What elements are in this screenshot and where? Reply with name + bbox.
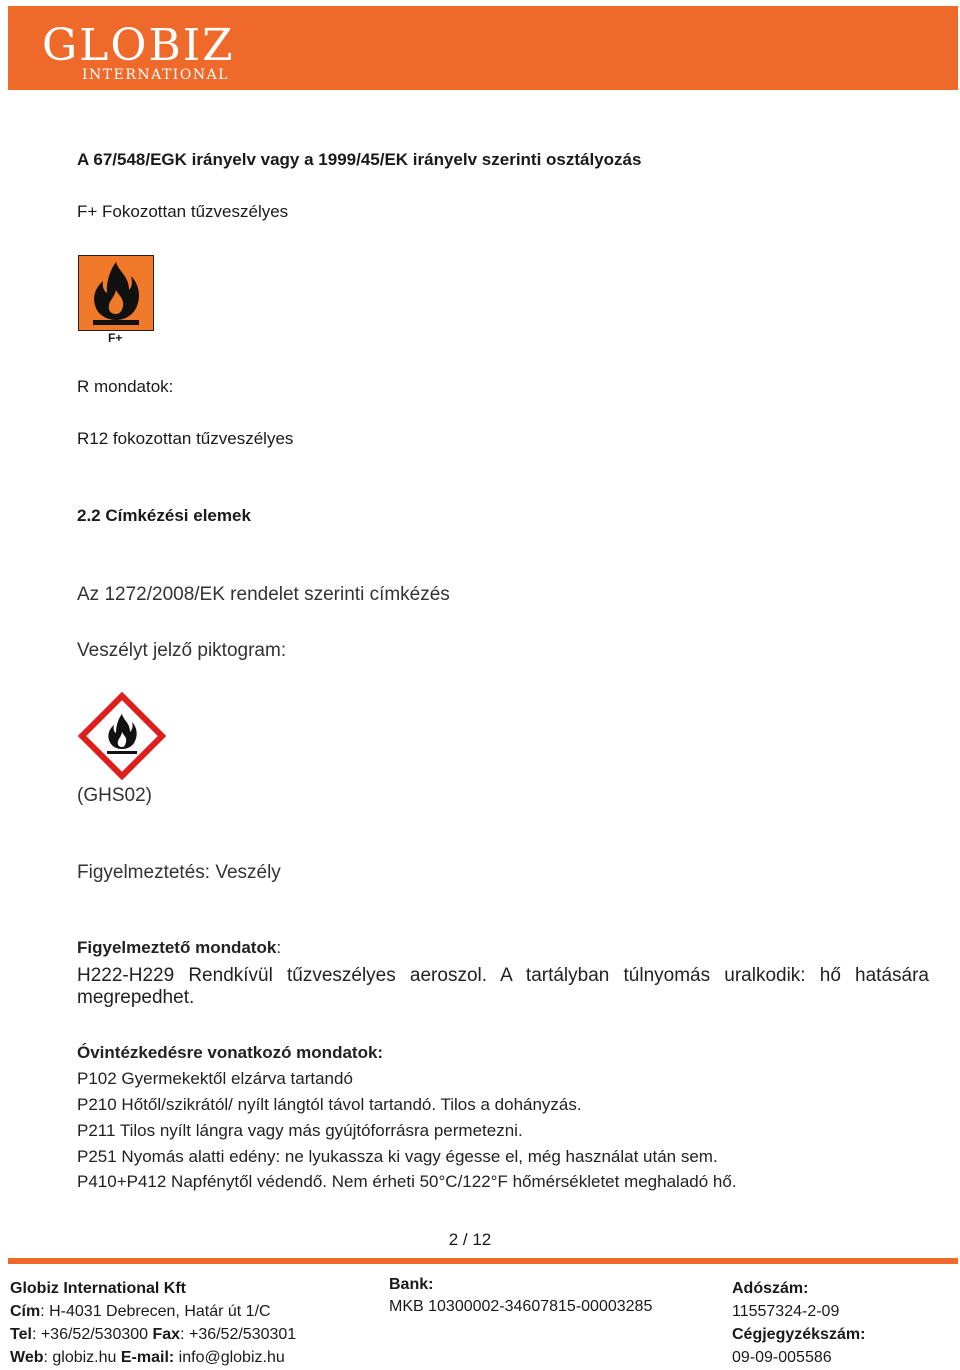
r-phrase: R12 fokozottan tűzveszélyes xyxy=(77,429,294,448)
pictogram-code: (GHS02) xyxy=(77,785,152,806)
page-number: 2 / 12 xyxy=(448,1230,492,1249)
precaution-item: P251 Nyomás alatti edény: ne lyukassza ki vagy égesse el, még használat után sem. xyxy=(77,1147,718,1166)
precaution-item: P211 Tilos nyílt lángra vagy más gyújtóforrásra permetezni. xyxy=(77,1121,523,1140)
ghs-flame-icon xyxy=(78,692,166,780)
r-phrases-heading: R mondatok: xyxy=(77,377,174,396)
footer-company: Globiz International Kft xyxy=(10,1280,186,1297)
email-label: E-mail: xyxy=(120,1349,175,1366)
footer-address xyxy=(10,1303,271,1321)
section-title: 2.2 Címkézési elemek xyxy=(77,506,251,525)
footer-phone xyxy=(10,1326,296,1344)
tax-label: Adószám: xyxy=(732,1280,809,1297)
precaution-item: P102 Gyermekektől elzárva tartandó xyxy=(77,1069,353,1088)
hazard-statement: H222-H229 Rendkívül tűzveszélyes aeroszol. A tartályban túlnyomás uralkodik: hő hatására megrepedhet. xyxy=(77,965,929,1008)
address-value: : H-4031 Debrecen, Határ út 1/C xyxy=(40,1303,271,1320)
logo-main-text: GLOBIZ xyxy=(42,20,235,71)
classification-category: F+ Fokozottan tűzveszélyes xyxy=(77,202,289,221)
web-value: : globiz.hu xyxy=(43,1349,117,1366)
footer-web xyxy=(10,1349,285,1367)
flame-icon xyxy=(78,255,154,331)
classification-title: A 67/548/EGK irányelv vagy a 1999/45/EK irányelv szerinti osztályozás xyxy=(77,150,642,169)
bank-label: Bank: xyxy=(389,1276,434,1293)
company-logo xyxy=(42,20,235,83)
footer-divider xyxy=(8,1258,958,1264)
web-label: Web xyxy=(10,1349,44,1366)
precaution-heading: Óvintézkedésre vonatkozó mondatok: xyxy=(77,1043,384,1062)
hazard-heading xyxy=(77,938,281,958)
signal-word: Figyelmeztetés: Veszély xyxy=(77,862,281,883)
reg-label: Cégjegyzékszám: xyxy=(732,1326,866,1343)
precaution-item: P410+P412 Napfénytől védendő. Nem érheti 50°C/122°F hőmérsékletet meghaladó hő. xyxy=(77,1172,737,1191)
header-banner xyxy=(8,6,958,90)
fax-value: : +36/52/530301 xyxy=(180,1326,297,1343)
pictogram-heading: Veszélyt jelző piktogram: xyxy=(77,640,287,661)
email-value: info@globiz.hu xyxy=(174,1349,285,1366)
address-label: Cím xyxy=(10,1303,41,1320)
tax-value: 11557324-2-09 xyxy=(732,1303,840,1320)
reg-value: 09-09-005586 xyxy=(732,1349,832,1366)
symbol-label: F+ xyxy=(108,331,123,345)
fax-label: Fax xyxy=(152,1326,181,1343)
hazard-heading-colon: : xyxy=(276,938,282,957)
regulation-title: Az 1272/2008/EK rendelet szerinti címkézés xyxy=(77,584,450,605)
logo-sub-text: INTERNATIONAL xyxy=(82,67,229,83)
precaution-item: P210 Hőtől/szikrától/ nyílt lángtól távol tartandó. Tilos a dohányzás. xyxy=(77,1095,582,1114)
hazard-heading-text: Figyelmeztető mondatok xyxy=(77,938,277,957)
tel-label: Tel xyxy=(10,1326,32,1343)
bank-value: MKB 10300002-34607815-00003285 xyxy=(389,1298,653,1315)
tel-value: : +36/52/530300 xyxy=(31,1326,149,1343)
